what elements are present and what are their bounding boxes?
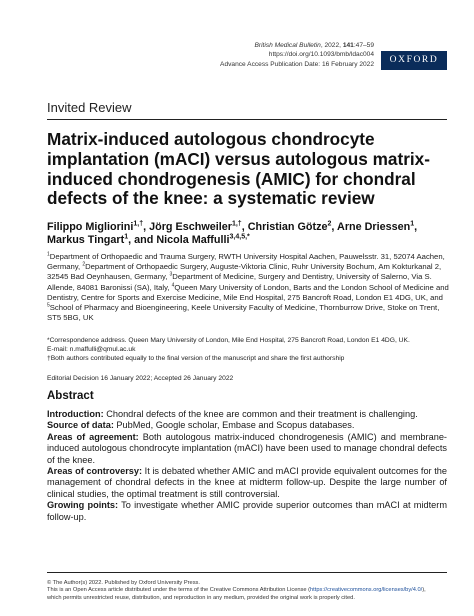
author-affiliation-mark: 2 bbox=[327, 220, 332, 228]
oxford-logo: OXFORD bbox=[381, 51, 447, 70]
article-category: Invited Review bbox=[47, 100, 132, 115]
affiliations bbox=[47, 252, 449, 323]
abstract-section-label: Areas of agreement: bbox=[47, 431, 139, 442]
license-text: This is an Open Access article distributed under the terms of the Creative Commons Attribution License ( bbox=[47, 587, 311, 594]
license-link[interactable]: https://creativecommons.org/licenses/by/4.0/ bbox=[310, 587, 423, 594]
journal-name: British Medical Bulletin bbox=[254, 42, 321, 49]
equal-contribution-note: †Both authors contributed equally to the final version of the manuscript and share the first authorship bbox=[47, 355, 345, 363]
volume: 141 bbox=[342, 42, 354, 49]
author-list bbox=[47, 221, 447, 248]
abstract-section-text: PubMed, Google scholar, Embase and Scopus databases. bbox=[113, 420, 355, 431]
advance-access-date: Advance Access Publication Date: 16 February 2022 bbox=[220, 60, 374, 68]
correspondence-address: *Correspondence address. Queen Mary University of London, Mile End Hospital, 275 Bancroft Road, London E1 4DG, UK. bbox=[47, 337, 410, 344]
abstract-section-label: Introduction: bbox=[47, 409, 104, 419]
license-line bbox=[47, 587, 457, 594]
editorial-dates: Editorial Decision 16 January 2022; Accepted 26 January 2022 bbox=[47, 375, 234, 382]
abstract-section-text: It is debated whether AMIC and mACI provide equivalent outcomes for the management of chondral defects in the knee at midterm follow-up. Despite the large number of clinical studies, the optimal treatment is still controversial. bbox=[47, 466, 447, 499]
author-affiliation-mark: 1,† bbox=[133, 220, 144, 228]
abstract-section-text: Chondral defects of the knee are common and their treatment is challenging. bbox=[103, 409, 418, 419]
correspondence-email[interactable]: E-mail: n.maffulli@qmul.ac.uk bbox=[47, 346, 136, 354]
affiliation-text: Department of Medicine, Surgery and Dentistry, University of Salerno, Via S. Allende, 84081 Baronissi (SA), Italy, bbox=[47, 272, 432, 292]
footer-divider bbox=[47, 572, 447, 573]
abstract-section bbox=[47, 500, 447, 523]
affiliation-text: Department of Orthopaedic Surgery, Auguste-Viktoria Clinic, Ruhr University Bochum, Am Kokturkanal 2, 32545 Bad Oeynhausen, Germany, bbox=[47, 262, 442, 282]
abstract-section bbox=[47, 409, 447, 420]
doi-link[interactable]: https://doi.org/10.1093/bmb/ldac004 bbox=[268, 51, 374, 59]
author-separator: , and bbox=[128, 234, 157, 247]
category-divider bbox=[47, 119, 447, 120]
affiliation-number: 4 bbox=[171, 282, 175, 289]
author-separator: , bbox=[331, 221, 338, 233]
abstract-section-label: Areas of controversy: bbox=[47, 466, 143, 477]
abstract-section-label: Growing points: bbox=[47, 500, 119, 511]
affiliation-text: Department of Orthopaedic and Trauma Surgery, RWTH University Hospital Aachen, Pauwelsstr. 31, 52074 Aachen, Germany, bbox=[47, 252, 445, 272]
author-affiliation-mark: 1,† bbox=[231, 220, 242, 228]
citation-year: , 2022, bbox=[320, 42, 343, 49]
article-title: Matrix-induced autologous chondrocyte implantation (mACI) versus autologous matrix-induced chondrogenesis (AMIC) for chondral defects of the knee: a systematic review bbox=[47, 129, 430, 209]
author-affiliation-mark: 1 bbox=[124, 233, 129, 241]
abstract-heading: Abstract bbox=[47, 390, 94, 402]
copyright-line: © The Author(s) 2022. Published by Oxford University Press. bbox=[47, 580, 200, 586]
license-text-end: ), bbox=[422, 587, 426, 594]
author-affiliation-mark: 3,4,5,* bbox=[229, 233, 250, 241]
author-name[interactable]: Filippo Migliorini bbox=[47, 221, 134, 233]
author-name[interactable]: Christian Götze bbox=[247, 221, 328, 233]
abstract-section bbox=[47, 420, 447, 431]
affiliation-number: 3 bbox=[169, 271, 173, 278]
journal-header bbox=[220, 41, 374, 69]
abstract-body bbox=[47, 409, 447, 523]
abstract-section bbox=[47, 466, 447, 500]
affiliation-number: 1 bbox=[47, 251, 50, 258]
author-separator: , bbox=[414, 221, 418, 233]
author-separator: , bbox=[241, 221, 248, 233]
affiliation-text: School of Pharmacy and Bioengineering, Keele University Faculty of Medicine, Thornburrow Drive, Stoke on Trent, ST5 5BG, UK bbox=[47, 303, 440, 323]
author-name[interactable]: Nicola Maffulli bbox=[156, 234, 230, 247]
abstract-section bbox=[47, 432, 447, 466]
author-name[interactable]: Markus Tingart bbox=[47, 234, 125, 247]
abstract-section-label: Source of data: bbox=[47, 420, 114, 431]
abstract-section-text: Both autologous matrix-induced chondrogenesis (AMIC) and membrane-induced autologous chondrocyte implantation (mACI) have been used to manage chondral defects of the knee. bbox=[47, 431, 447, 465]
correspondence-block bbox=[47, 336, 449, 364]
pages: :47–59 bbox=[353, 42, 374, 49]
license-footer bbox=[47, 580, 457, 602]
license-line-2: which permits unrestricted reuse, distribution, and reproduction in any medium, provided the original work is properly cited. bbox=[47, 594, 355, 601]
affiliation-number: 2 bbox=[82, 261, 86, 268]
affiliation-number: 5 bbox=[47, 302, 50, 309]
author-name[interactable]: Arne Driessen bbox=[337, 221, 411, 233]
abstract-section-text: To investigate whether AMIC provide superior outcomes than mACI at midterm follow-up. bbox=[47, 500, 447, 522]
journal-citation bbox=[220, 41, 374, 50]
affiliation-text: Queen Mary University of London, Barts and the London School of Medicine and Dentistry, Centre for Sports and Exercise Medicine, Mile End Hospital, 275 Bancroft Road, London E1 4DG, UK, and bbox=[47, 282, 449, 302]
author-affiliation-mark: 1 bbox=[410, 220, 415, 228]
author-separator: , bbox=[143, 221, 150, 233]
author-name[interactable]: Jörg Eschweiler bbox=[149, 221, 232, 233]
